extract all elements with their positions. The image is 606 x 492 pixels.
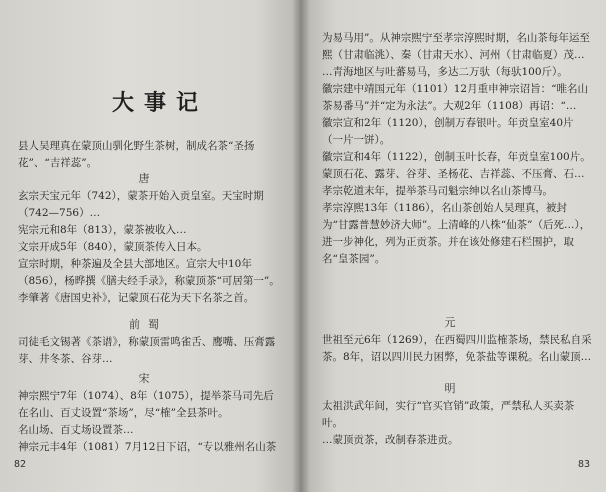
paragraph-block: [18, 388, 284, 456]
paragraph: 孝宗乾道末年，提举茶马司魁宗绅以名山茶博马。: [322, 185, 553, 197]
paragraph: 县人吴理真在蒙顶山驯化野生茶树，制成名茶“圣扬花”、“吉祥蕊”。: [18, 140, 255, 169]
paragraph: 太祖洪武年间，实行“官买官销”政策，严禁私人买卖茶叶。: [322, 400, 575, 429]
paragraph-block: [18, 138, 284, 172]
paragraph: 宣宗时期，种茶遍及全县大部地区。宣宗大中10年（856），杨晔撰《膳夫经手录》，称蒙顶茶“可居第一”。: [18, 258, 280, 287]
page-number-left: 82: [14, 459, 27, 470]
paragraph: 徽宗宣和4年（1122），创制玉叶长春，年贡皇室100片。: [322, 151, 591, 163]
paragraph-block: [18, 188, 284, 307]
paragraph-block: [322, 398, 592, 449]
paragraph: 为易马用”。从神宗熙宁至孝宗淳熙时期，名山茶每年运至熙（甘肃临洮）、秦（甘肃天水）、河州（甘肃临夏）茂…: [322, 32, 590, 61]
paragraph: 徽宗建中靖国元年（1101）12月重申神宗诏旨：“唯名山茶易番马”并“定为永法”。大观2年（1108）再诏：“…: [322, 83, 588, 112]
section-heading-song: 宋: [138, 372, 158, 385]
paragraph-block: [322, 332, 592, 366]
paragraph: 文宗开成5年（840），蒙顶茶传入日本。: [18, 241, 208, 253]
paragraph: 玄宗天宝元年（742），蒙茶开始入贡皇室。天宝时期（742—756）…: [18, 190, 264, 219]
paragraph: 蒙顶石花、露芽、谷芽、圣杨花、吉祥蕊、不压膏、石…: [322, 168, 585, 180]
paragraph: 司徒毛文锡著《茶谱》，称蒙顶雷鸣雀舌、鹰嘴、压膏露芽、井冬茶、谷芽…: [18, 336, 276, 365]
paragraph: …青海地区与吐蕃易马，多达二万驮（每驮100斤）。: [322, 66, 568, 78]
paragraph: 神宗熙宁7年（1074）、8年（1075），提举茶马司先后在名山、百丈设置“茶场”，尽“榷”全县茶叶。: [18, 390, 274, 419]
chapter-title: 大事记: [111, 90, 208, 116]
section-heading-ming: 明: [444, 382, 464, 395]
paragraph: 李肇著《唐国史补》，记蒙顶石花为天下名茶之首。: [18, 292, 255, 304]
section-heading-tang: 唐: [138, 172, 158, 185]
paragraph: 世祖至元6年（1269），在西蜀四川监榷茶场，禁民私自采茶。8年，诏以四川民力困弊，免茶盐等课税。名山蒙顶…: [322, 334, 592, 363]
paragraph: …蒙顶贡茶，改制春茶进贡。: [322, 434, 459, 446]
paragraph: 宪宗元和8年（813），蒙茶被收入…: [18, 224, 187, 236]
paragraph-block: [18, 334, 284, 368]
paragraph-block: [322, 30, 592, 268]
section-heading-yuan: 元: [444, 316, 464, 329]
page-number-right: 83: [577, 459, 590, 470]
paragraph: 徽宗宣和2年（1120），创制万春银叶。年贡皇室40片（一片一饼）。: [322, 117, 574, 146]
paragraph: 名山场、百丈场设置茶…: [18, 424, 134, 436]
section-heading-qian-shu: 前蜀: [129, 318, 167, 331]
left-page: [0, 0, 300, 492]
paragraph: 神宗元丰4年（1081）7月12日下诏，“专以雅州名山茶: [18, 441, 277, 453]
paragraph: 孝宗淳熙13年（1186），名山茶创始人吴理真，被封为“甘露普慧妙济大师”。上清峰的八株“仙茶”（后死…），进一步神化，列为正贡茶。并在该处修建石栏围护，取名“皇茶园”。: [322, 202, 591, 265]
right-page: [300, 0, 606, 492]
